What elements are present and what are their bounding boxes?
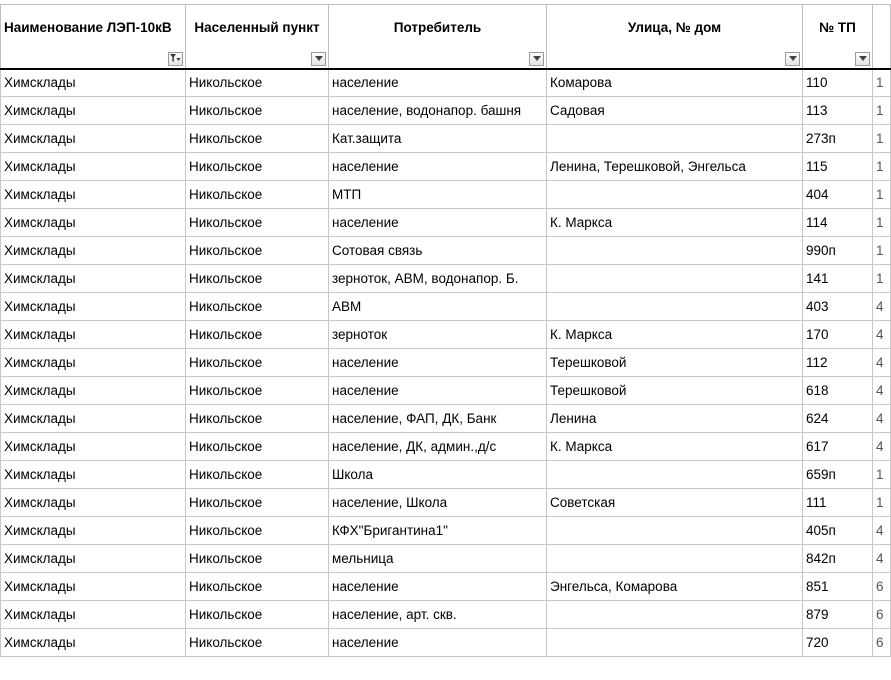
header-row	[1, 5, 891, 69]
cell-consumer[interactable]: население	[329, 209, 547, 237]
cell-next-column[interactable]: 6	[873, 573, 891, 601]
cell-street[interactable]: К. Маркса	[547, 433, 803, 461]
cell-next-column[interactable]: 4	[873, 405, 891, 433]
cell-next-column[interactable]: 1	[873, 181, 891, 209]
cell-street[interactable]: Терешковой	[547, 349, 803, 377]
cell-next-column[interactable]: 1	[873, 153, 891, 181]
cell-settlement[interactable]: Никольское	[186, 517, 329, 545]
cell-line-name[interactable]: Химсклады	[1, 321, 186, 349]
cell-next-column[interactable]: 1	[873, 69, 891, 97]
cell-street[interactable]: Терешковой	[547, 377, 803, 405]
cell-settlement[interactable]: Никольское	[186, 405, 329, 433]
cell-settlement[interactable]: Никольское	[186, 461, 329, 489]
header-label: Наименование ЛЭП-10кВ	[4, 19, 172, 35]
table-row	[1, 349, 891, 377]
table-row	[1, 237, 891, 265]
header-settlement[interactable]	[186, 5, 329, 69]
cell-street[interactable]: Советская	[547, 489, 803, 517]
cell-line-name[interactable]: Химсклады	[1, 97, 186, 125]
header-line-name[interactable]	[1, 5, 186, 69]
cell-next-column[interactable]: 4	[873, 433, 891, 461]
cell-street[interactable]	[547, 629, 803, 657]
dropdown-arrow-icon[interactable]	[311, 52, 326, 66]
cell-consumer[interactable]: зерноток	[329, 321, 547, 349]
data-table	[0, 4, 891, 657]
table-row	[1, 601, 891, 629]
cell-street[interactable]: Ленина, Терешковой, Энгельса	[547, 153, 803, 181]
cell-tp-number[interactable]: 112	[803, 349, 873, 377]
cell-consumer[interactable]: АВМ	[329, 293, 547, 321]
cell-consumer[interactable]: Школа	[329, 461, 547, 489]
cell-line-name[interactable]: Химсклады	[1, 461, 186, 489]
cell-settlement[interactable]: Никольское	[186, 377, 329, 405]
cell-street[interactable]: Садовая	[547, 97, 803, 125]
table-row	[1, 461, 891, 489]
cell-next-column[interactable]: 1	[873, 265, 891, 293]
cell-next-column[interactable]: 6	[873, 629, 891, 657]
cell-settlement[interactable]: Никольское	[186, 349, 329, 377]
cell-street[interactable]	[547, 265, 803, 293]
cell-line-name[interactable]: Химсклады	[1, 433, 186, 461]
table-row	[1, 405, 891, 433]
cell-street[interactable]	[547, 517, 803, 545]
cell-tp-number[interactable]: 405п	[803, 517, 873, 545]
table-row	[1, 181, 891, 209]
cell-line-name[interactable]: Химсклады	[1, 209, 186, 237]
cell-consumer[interactable]: КФХ"Бригантина1"	[329, 517, 547, 545]
cell-tp-number[interactable]: 851	[803, 573, 873, 601]
cell-street[interactable]	[547, 125, 803, 153]
cell-consumer[interactable]: Кат.защита	[329, 125, 547, 153]
cell-tp-number[interactable]: 618	[803, 377, 873, 405]
table-row	[1, 209, 891, 237]
cell-street[interactable]: К. Маркса	[547, 321, 803, 349]
cell-line-name[interactable]: Химсклады	[1, 69, 186, 97]
cell-tp-number[interactable]: 990п	[803, 237, 873, 265]
cell-street[interactable]: Комарова	[547, 69, 803, 97]
cell-tp-number[interactable]: 617	[803, 433, 873, 461]
cell-settlement[interactable]: Никольское	[186, 209, 329, 237]
cell-settlement[interactable]: Никольское	[186, 293, 329, 321]
cell-settlement[interactable]: Никольское	[186, 97, 329, 125]
cell-tp-number[interactable]: 403	[803, 293, 873, 321]
table-row	[1, 545, 891, 573]
cell-next-column[interactable]: 1	[873, 237, 891, 265]
cell-settlement[interactable]: Никольское	[186, 629, 329, 657]
cell-street[interactable]	[547, 181, 803, 209]
cell-consumer[interactable]: население, Школа	[329, 489, 547, 517]
filter-applied-icon[interactable]	[168, 52, 183, 66]
header-label: Потребитель	[393, 19, 482, 35]
header-tp-number[interactable]	[803, 5, 873, 69]
header-label: Улица, № дом	[627, 19, 722, 35]
cell-settlement[interactable]: Никольское	[186, 573, 329, 601]
cell-line-name[interactable]: Химсклады	[1, 237, 186, 265]
table-row	[1, 489, 891, 517]
cell-consumer[interactable]: население, водонапор. башня	[329, 97, 547, 125]
cell-tp-number[interactable]: 404	[803, 181, 873, 209]
cell-street[interactable]	[547, 545, 803, 573]
cell-street[interactable]: Энгельса, Комарова	[547, 573, 803, 601]
table-body	[1, 69, 891, 657]
cell-street[interactable]: Ленина	[547, 405, 803, 433]
table-row	[1, 293, 891, 321]
cell-street[interactable]: К. Маркса	[547, 209, 803, 237]
table-row	[1, 629, 891, 657]
table-row	[1, 97, 891, 125]
dropdown-arrow-icon[interactable]	[785, 52, 800, 66]
cell-tp-number[interactable]: 170	[803, 321, 873, 349]
cell-line-name[interactable]: Химсклады	[1, 349, 186, 377]
table-row	[1, 153, 891, 181]
header-label: Населенный пункт	[194, 19, 320, 35]
cell-tp-number[interactable]: 720	[803, 629, 873, 657]
cell-consumer[interactable]: население	[329, 573, 547, 601]
cell-line-name[interactable]: Химсклады	[1, 181, 186, 209]
cell-tp-number[interactable]: 113	[803, 97, 873, 125]
cell-settlement[interactable]: Никольское	[186, 265, 329, 293]
cell-tp-number[interactable]: 842п	[803, 545, 873, 573]
cell-line-name[interactable]: Химсклады	[1, 265, 186, 293]
cell-street[interactable]	[547, 237, 803, 265]
cell-tp-number[interactable]: 110	[803, 69, 873, 97]
table-row	[1, 377, 891, 405]
cell-line-name[interactable]: Химсклады	[1, 405, 186, 433]
cell-line-name[interactable]: Химсклады	[1, 629, 186, 657]
cell-settlement[interactable]: Никольское	[186, 489, 329, 517]
cell-next-column[interactable]: 6	[873, 601, 891, 629]
cell-line-name[interactable]: Химсклады	[1, 573, 186, 601]
table-row	[1, 265, 891, 293]
cell-next-column[interactable]: 4	[873, 517, 891, 545]
cell-consumer[interactable]: население	[329, 629, 547, 657]
cell-line-name[interactable]: Химсклады	[1, 545, 186, 573]
table-row	[1, 69, 891, 97]
dropdown-arrow-icon[interactable]	[529, 52, 544, 66]
cell-next-column[interactable]: 4	[873, 377, 891, 405]
cell-tp-number[interactable]: 114	[803, 209, 873, 237]
cell-consumer[interactable]: население	[329, 69, 547, 97]
cell-consumer[interactable]: население, арт. скв.	[329, 601, 547, 629]
cell-line-name[interactable]: Химсклады	[1, 517, 186, 545]
cell-next-column[interactable]: 1	[873, 125, 891, 153]
cell-street[interactable]	[547, 293, 803, 321]
cell-consumer[interactable]: население, ФАП, ДК, Банк	[329, 405, 547, 433]
cell-consumer[interactable]: зерноток, АВМ, водонапор. Б.	[329, 265, 547, 293]
cell-line-name[interactable]: Химсклады	[1, 125, 186, 153]
cell-consumer[interactable]: МТП	[329, 181, 547, 209]
cell-tp-number[interactable]: 624	[803, 405, 873, 433]
cell-tp-number[interactable]: 879	[803, 601, 873, 629]
cell-line-name[interactable]: Химсклады	[1, 601, 186, 629]
cell-street[interactable]	[547, 601, 803, 629]
table-row	[1, 321, 891, 349]
cell-next-column[interactable]: 1	[873, 97, 891, 125]
cell-settlement[interactable]: Никольское	[186, 153, 329, 181]
cell-settlement[interactable]: Никольское	[186, 321, 329, 349]
cell-consumer[interactable]: население, ДК, админ.,д/с	[329, 433, 547, 461]
cell-consumer[interactable]: население	[329, 153, 547, 181]
cell-consumer[interactable]: население	[329, 349, 547, 377]
header-consumer[interactable]	[329, 5, 547, 69]
table-row	[1, 517, 891, 545]
header-label: № ТП	[819, 19, 856, 35]
cell-tp-number[interactable]: 115	[803, 153, 873, 181]
cell-line-name[interactable]: Химсклады	[1, 489, 186, 517]
cell-tp-number[interactable]: 141	[803, 265, 873, 293]
cell-line-name[interactable]: Химсклады	[1, 293, 186, 321]
cell-settlement[interactable]: Никольское	[186, 601, 329, 629]
cell-settlement[interactable]: Никольское	[186, 125, 329, 153]
cell-consumer[interactable]: Сотовая связь	[329, 237, 547, 265]
header-next-column[interactable]	[873, 5, 891, 69]
cell-next-column[interactable]: 4	[873, 349, 891, 377]
cell-next-column[interactable]: 1	[873, 209, 891, 237]
cell-line-name[interactable]: Химсклады	[1, 377, 186, 405]
cell-next-column[interactable]: 4	[873, 321, 891, 349]
cell-tp-number[interactable]: 659п	[803, 461, 873, 489]
cell-consumer[interactable]: население	[329, 377, 547, 405]
table-row	[1, 573, 891, 601]
cell-next-column[interactable]: 4	[873, 293, 891, 321]
cell-settlement[interactable]: Никольское	[186, 237, 329, 265]
table-row	[1, 433, 891, 461]
cell-settlement[interactable]: Никольское	[186, 545, 329, 573]
cell-next-column[interactable]: 1	[873, 489, 891, 517]
cell-settlement[interactable]: Никольское	[186, 433, 329, 461]
cell-street[interactable]	[547, 461, 803, 489]
cell-consumer[interactable]: мельница	[329, 545, 547, 573]
cell-tp-number[interactable]: 111	[803, 489, 873, 517]
header-street[interactable]	[547, 5, 803, 69]
cell-settlement[interactable]: Никольское	[186, 69, 329, 97]
dropdown-arrow-icon[interactable]	[855, 52, 870, 66]
cell-settlement[interactable]: Никольское	[186, 181, 329, 209]
cell-next-column[interactable]: 1	[873, 461, 891, 489]
cell-line-name[interactable]: Химсклады	[1, 153, 186, 181]
cell-tp-number[interactable]: 273п	[803, 125, 873, 153]
cell-next-column[interactable]: 4	[873, 545, 891, 573]
table-row	[1, 125, 891, 153]
